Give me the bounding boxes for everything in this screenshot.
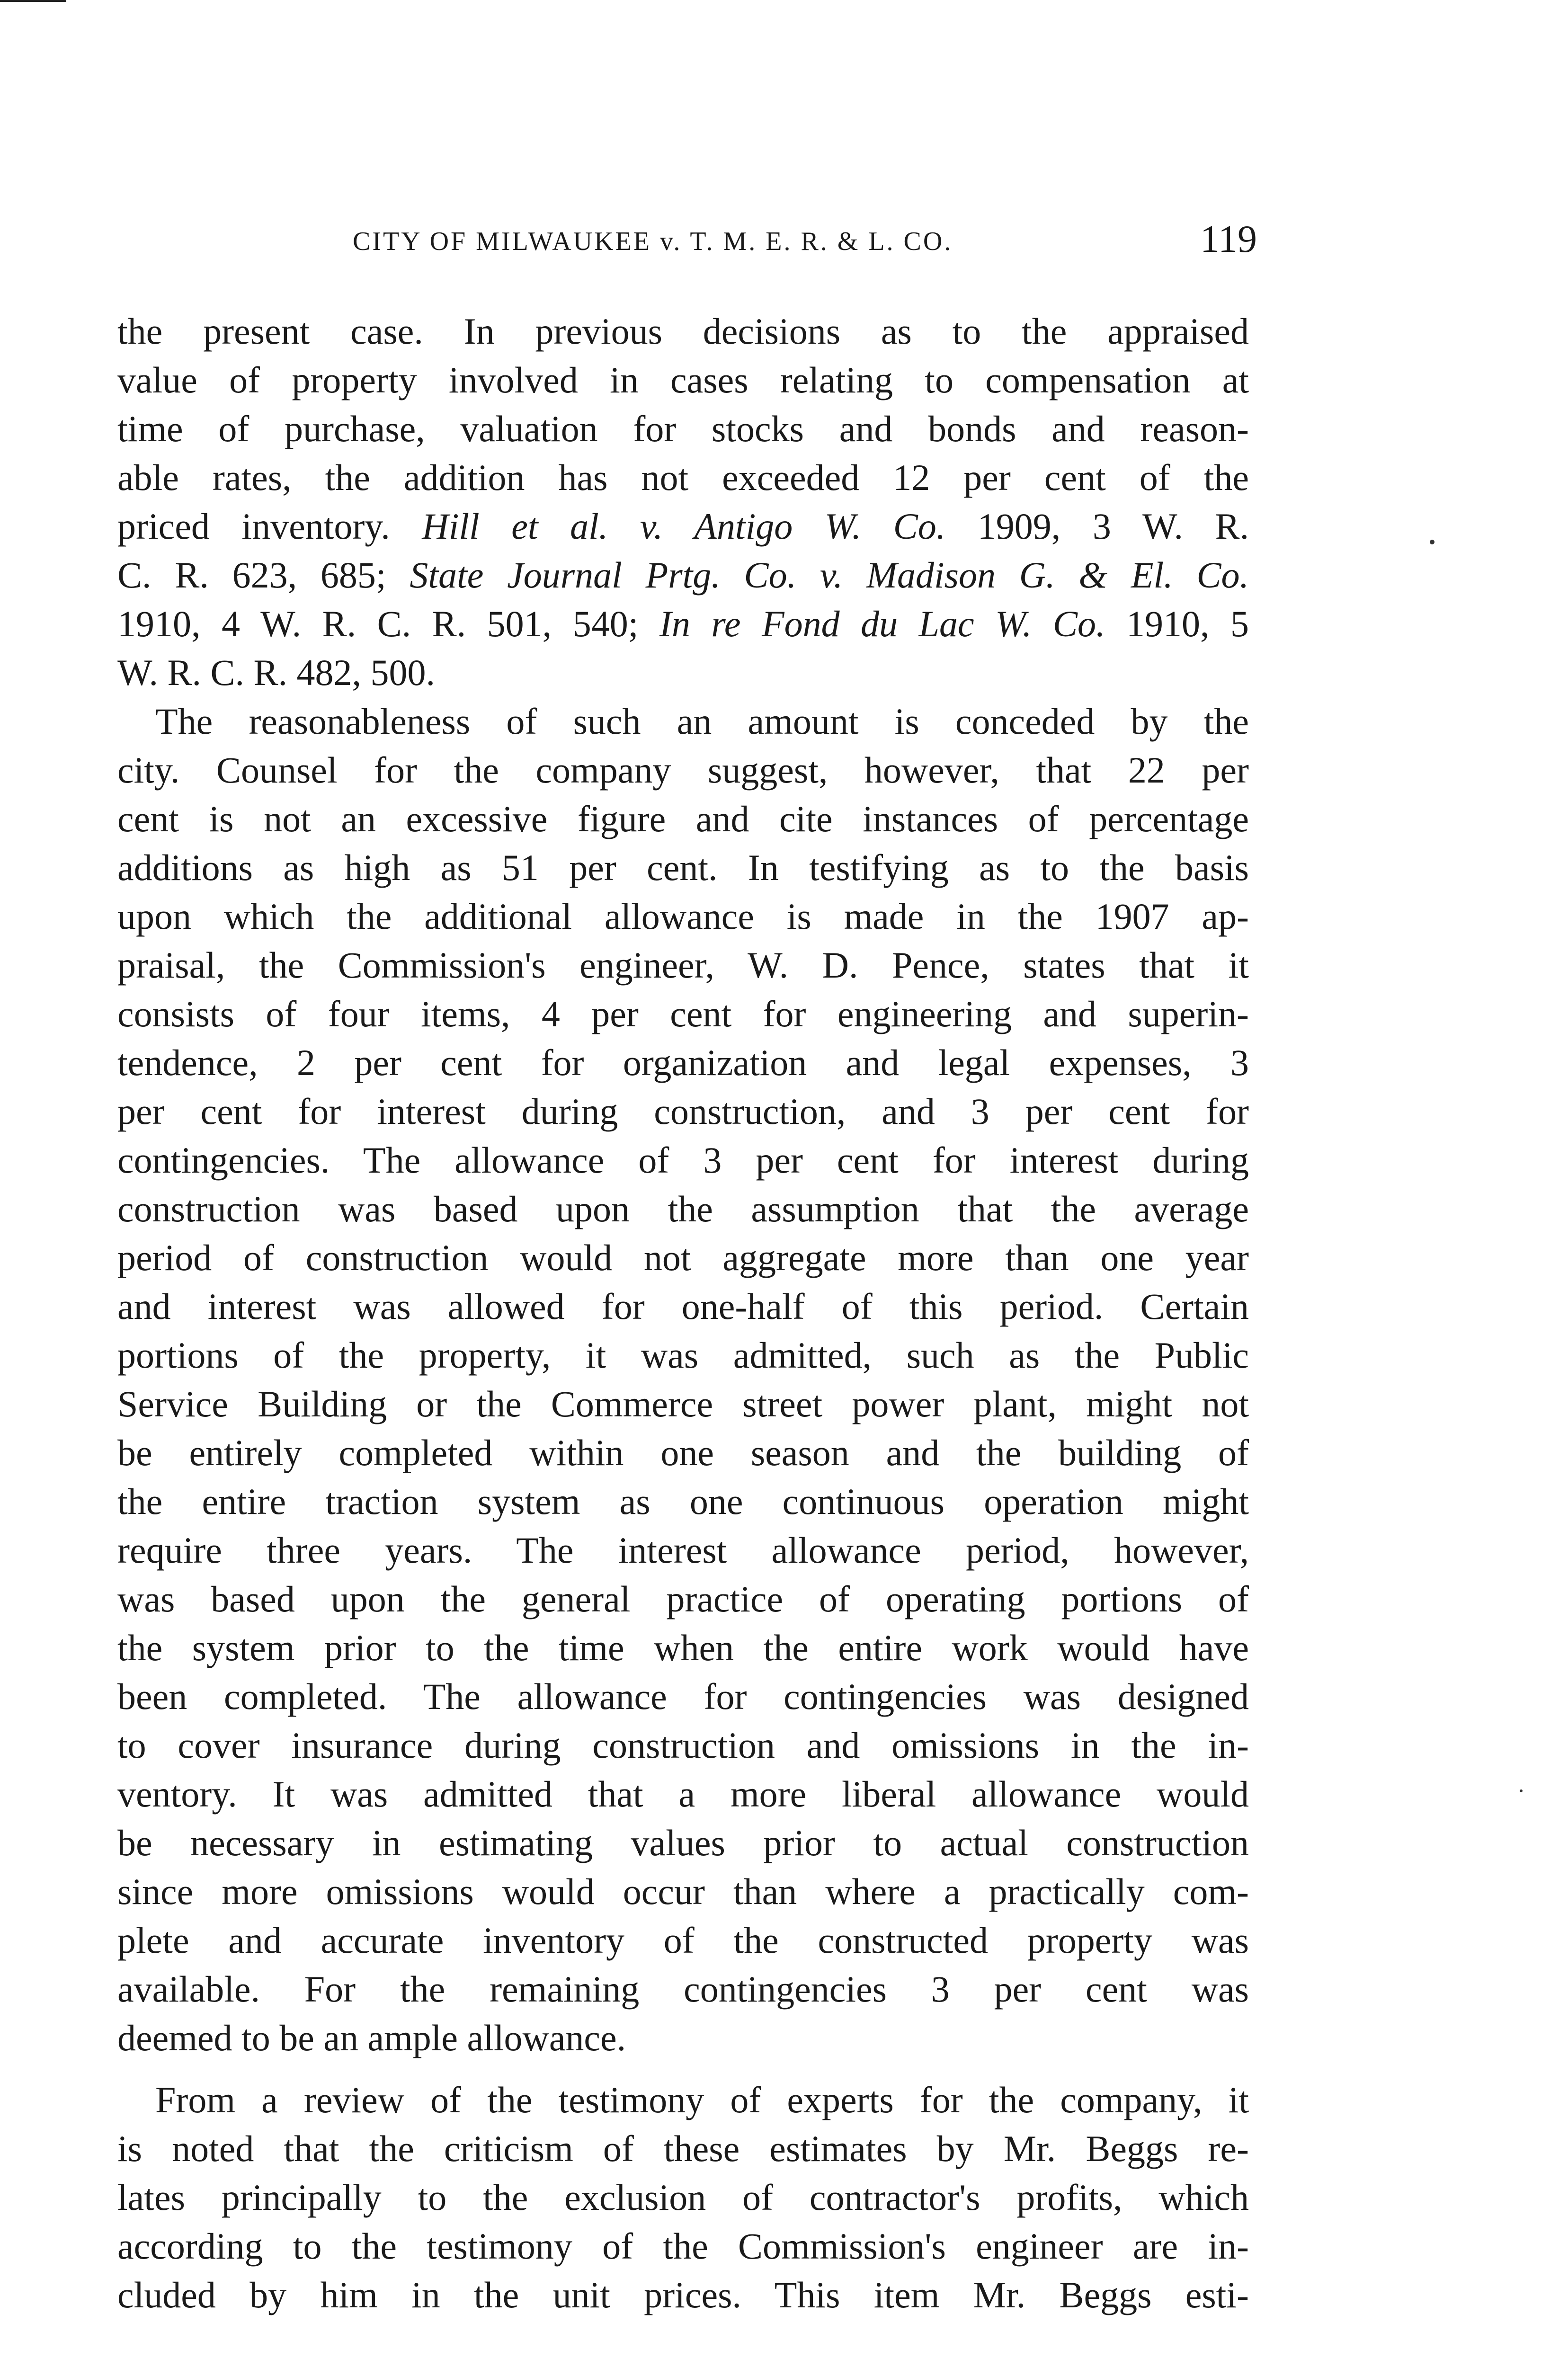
text-line: lates principally to the exclusion of contractor's profits, which xyxy=(117,2177,1249,2218)
text-line: the present case. In previous decisions as to the appraised xyxy=(117,311,1249,352)
text-line-citation xyxy=(117,551,1249,599)
running-head: CITY OF MILWAUKEE v. T. M. E. R. & L. CO. xyxy=(353,227,953,256)
text-line: construction was based upon the assumption that the average xyxy=(117,1188,1249,1229)
case-citation: Hill et al. v. Antigo W. Co. xyxy=(422,506,946,547)
body-text xyxy=(117,307,1249,2319)
text-segment: 1910, 5 xyxy=(1126,603,1249,644)
text-line: value of property involved in cases relating to compensation at xyxy=(117,359,1249,400)
text-line: additions as high as 51 per cent. In testifying as to the basis xyxy=(117,847,1249,888)
text-line: to cover insurance during construction and omissions in the in- xyxy=(117,1725,1249,1766)
text-segment: priced inventory. xyxy=(117,506,390,547)
text-line: period of construction would not aggregate more than one year xyxy=(117,1237,1249,1278)
paragraph-gap xyxy=(117,2062,1249,2075)
text-line: deemed to be an ample allowance. xyxy=(117,2017,626,2058)
page-header xyxy=(116,217,1257,269)
scan-edge-mark xyxy=(0,0,66,9)
case-citation: State Journal Prtg. Co. v. Madison G. & El. Co. xyxy=(410,554,1249,596)
text-line: and interest was allowed for one-half of this period. Certain xyxy=(117,1286,1249,1327)
text-line: consists of four items, 4 per cent for engineering and superin- xyxy=(117,993,1249,1034)
text-line: Service Building or the Commerce street power plant, might not xyxy=(117,1383,1249,1424)
text-line: been completed. The allowance for contingencies was designed xyxy=(117,1676,1249,1717)
text-line: be entirely completed within one season and the building of xyxy=(117,1432,1249,1473)
text-line: tendence, 2 per cent for organization and legal expenses, 3 xyxy=(117,1042,1249,1083)
text-line: The reasonableness of such an amount is conceded by the xyxy=(155,701,1249,742)
text-line: according to the testimony of the Commission's engineer are in- xyxy=(117,2225,1249,2267)
text-line: city. Counsel for the company suggest, however, that 22 per xyxy=(117,749,1249,791)
text-line: require three years. The interest allowance period, however, xyxy=(117,1530,1249,1571)
text-line: the entire traction system as one continuous operation might xyxy=(117,1481,1249,1522)
text-line: time of purchase, valuation for stocks and bonds and reason- xyxy=(117,408,1249,449)
text-line: be necessary in estimating values prior to actual construction xyxy=(117,1822,1249,1863)
text-line: available. For the remaining contingencies 3 per cent was xyxy=(117,1968,1249,2010)
text-line: From a review of the testimony of experts for the company, it xyxy=(155,2079,1249,2120)
text-line: the system prior to the time when the entire work would have xyxy=(117,1627,1249,1668)
text-segment: C. R. 623, 685; xyxy=(117,554,386,596)
text-line: upon which the additional allowance is made in the 1907 ap- xyxy=(117,896,1249,937)
text-segment: 1909, 3 W. R. xyxy=(977,506,1249,547)
scan-speck xyxy=(1520,1789,1523,1792)
text-line: plete and accurate inventory of the constructed property was xyxy=(117,1920,1249,1961)
text-line: contingencies. The allowance of 3 per cent for interest during xyxy=(117,1139,1249,1181)
text-line: W. R. C. R. 482, 500. xyxy=(117,652,436,693)
text-line: cent is not an excessive figure and cite instances of percentage xyxy=(117,798,1249,839)
text-line: ventory. It was admitted that a more liberal allowance would xyxy=(117,1773,1249,1815)
text-line: able rates, the addition has not exceeded 12 per cent of the xyxy=(117,457,1249,498)
text-line-citation xyxy=(117,599,1249,648)
text-line: cluded by him in the unit prices. This item Mr. Beggs esti- xyxy=(117,2274,1249,2315)
scan-speck xyxy=(1430,540,1434,544)
text-line: portions of the property, it was admitted, such as the Public xyxy=(117,1335,1249,1376)
text-line: is noted that the criticism of these estimates by Mr. Beggs re- xyxy=(117,2128,1249,2169)
text-line: praisal, the Commission's engineer, W. D. Pence, states that it xyxy=(117,944,1249,986)
case-citation: In re Fond du Lac W. Co. xyxy=(659,603,1105,644)
page-number: 119 xyxy=(1200,217,1257,260)
text-line-citation xyxy=(117,502,1249,551)
text-segment: 1910, 4 W. R. C. R. 501, 540; xyxy=(117,603,639,644)
text-line: per cent for interest during construction, and 3 per cent for xyxy=(117,1091,1249,1132)
text-line: since more omissions would occur than where a practically com- xyxy=(117,1871,1249,1912)
text-line: was based upon the general practice of operating portions of xyxy=(117,1578,1249,1620)
